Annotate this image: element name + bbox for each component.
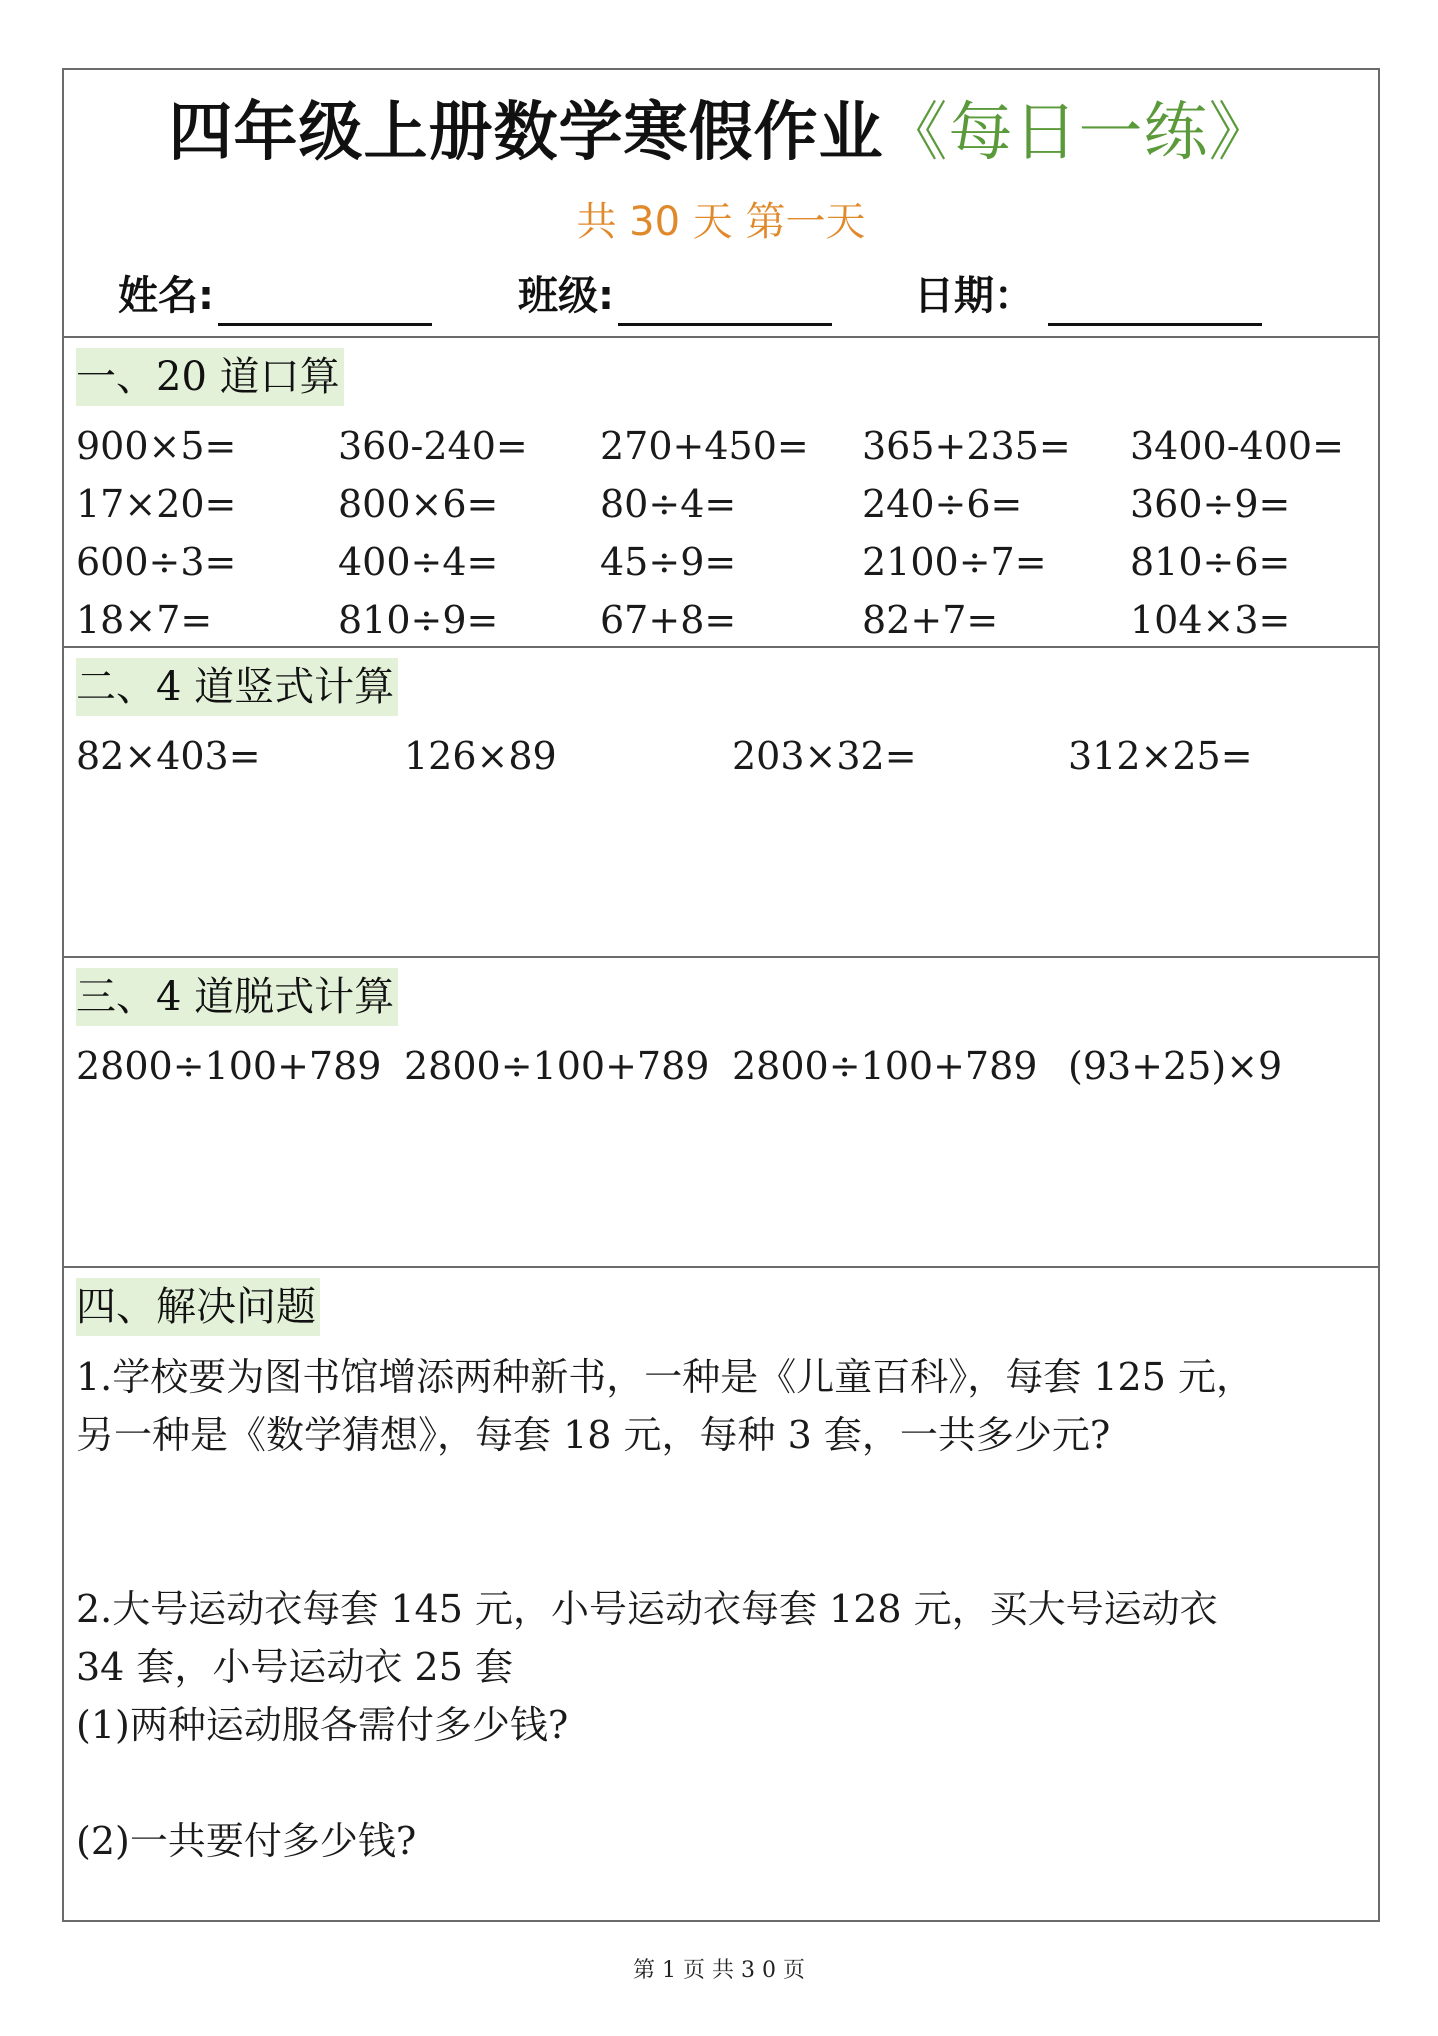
class-blank	[618, 277, 832, 326]
date-label: 日期：	[914, 273, 1034, 319]
problem-2-line: 34 套，小号运动衣 25 套	[76, 1645, 513, 1689]
worksheet-header	[64, 70, 1378, 338]
date-field	[914, 266, 1262, 326]
day-subtitle: 共 30 天 第一天	[576, 199, 866, 245]
problem: 45÷9=	[600, 540, 737, 584]
problem: 600÷3=	[76, 540, 237, 584]
problem-1-line: 另一种是《数学猜想》，每套 18 元，每种 3 套，一共多少元?	[76, 1413, 1111, 1457]
problem: 360-240=	[338, 424, 528, 468]
problem: 800×6=	[338, 482, 499, 526]
section-word-problems	[64, 1266, 1378, 1922]
problem-2-line: 2.大号运动衣每套 145 元，小号运动衣每套 128 元，买大号运动衣	[76, 1587, 1218, 1631]
problem: 82×403=	[76, 734, 261, 778]
problem: 810÷9=	[338, 598, 499, 642]
problem: 2800÷100+789	[76, 1044, 382, 1088]
problem: 810÷6=	[1130, 540, 1291, 584]
problem: (93+25)×9	[1068, 1044, 1283, 1088]
problem: 126×89	[404, 734, 557, 778]
title-main: 四年级上册数学寒假作业	[168, 96, 884, 170]
title-accent: 《每日一练》	[883, 96, 1274, 170]
section-oral-calculation	[64, 336, 1378, 646]
problem: 3400-400=	[1130, 424, 1344, 468]
problem: 203×32=	[732, 734, 917, 778]
page-title	[64, 88, 1378, 178]
problem: 2800÷100+789	[732, 1044, 1038, 1088]
section-vertical-calculation	[64, 646, 1378, 956]
page-footer: 第 1 页 共 3 0 页	[633, 1958, 805, 1983]
problem: 67+8=	[600, 598, 737, 642]
name-blank	[218, 277, 432, 326]
worksheet	[62, 68, 1380, 1922]
section-step-calculation	[64, 956, 1378, 1266]
problem: 240÷6=	[862, 482, 1023, 526]
problem: 360÷9=	[1130, 482, 1291, 526]
class-label: 班级:	[518, 273, 614, 319]
problem: 2800÷100+789	[404, 1044, 710, 1088]
problem-2-question-1: (1)两种运动服各需付多少钱?	[76, 1703, 569, 1747]
class-field	[518, 266, 832, 326]
problem: 104×3=	[1130, 598, 1291, 642]
problem: 80÷4=	[600, 482, 737, 526]
section-title: 四、解决问题	[76, 1278, 320, 1336]
problem: 2100÷7=	[862, 540, 1047, 584]
section-title: 二、4 道竖式计算	[76, 658, 398, 716]
name-label: 姓名:	[118, 273, 214, 319]
problem: 312×25=	[1068, 734, 1253, 778]
problem: 270+450=	[600, 424, 809, 468]
problem: 82+7=	[862, 598, 999, 642]
problem: 400÷4=	[338, 540, 499, 584]
problem-2-question-2: (2)一共要付多少钱?	[76, 1819, 417, 1863]
problem: 17×20=	[76, 482, 237, 526]
problem: 365+235=	[862, 424, 1071, 468]
problem-1-line: 1.学校要为图书馆增添两种新书，一种是《儿童百科》，每套 125 元，	[76, 1355, 1254, 1399]
problem: 18×7=	[76, 598, 213, 642]
date-blank	[1048, 277, 1262, 326]
problem: 900×5=	[76, 424, 237, 468]
section-title: 三、4 道脱式计算	[76, 968, 398, 1026]
section-title: 一、20 道口算	[76, 348, 344, 406]
name-field	[118, 266, 432, 326]
